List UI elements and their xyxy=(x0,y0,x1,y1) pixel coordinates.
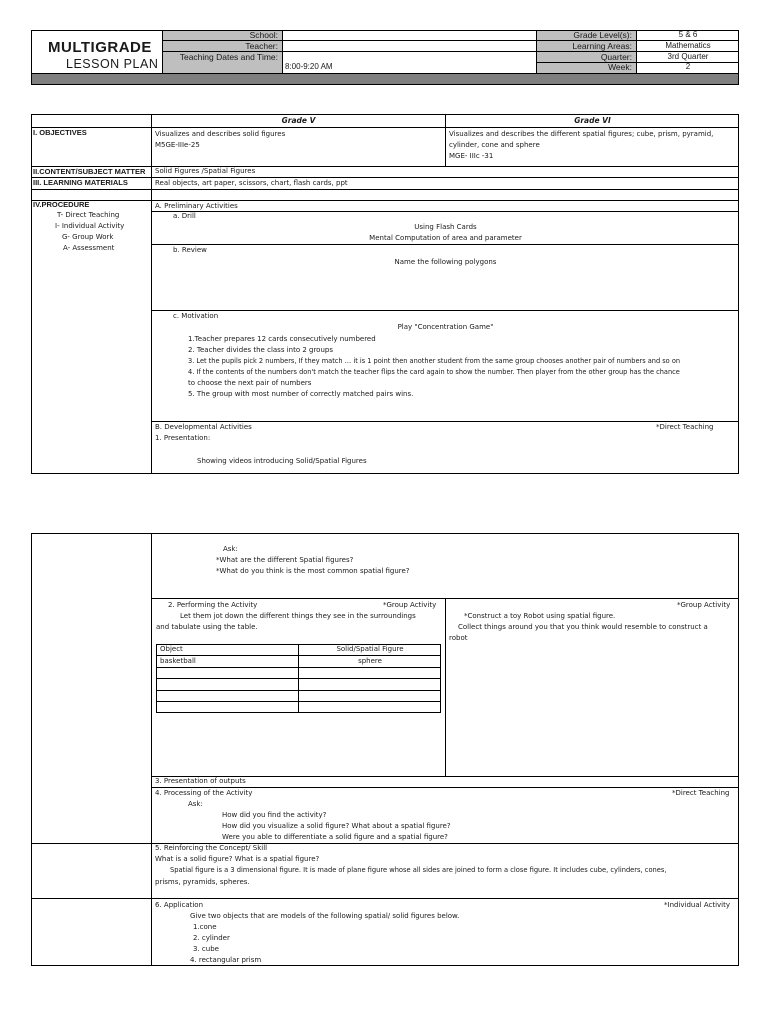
preliminary-activities: A. Preliminary Activities xyxy=(155,202,238,210)
review-line-1: Name the following polygons xyxy=(394,258,497,266)
robot-line-3: robot xyxy=(449,634,468,642)
table-row-figure: sphere xyxy=(358,657,382,665)
quarter-value: 3rd Quarter xyxy=(667,52,709,61)
motivation-step-4-cont: to choose the next pair of numbers xyxy=(188,379,312,387)
robot-line-2: Collect things around you that you think would resemble to construct a xyxy=(458,623,708,631)
materials-label: III. LEARNING MATERIALS xyxy=(33,178,128,187)
perform-line-2: and tabulate using the table. xyxy=(156,623,258,631)
title-lesson-plan: LESSON PLAN xyxy=(66,57,159,71)
table-row-object: basketball xyxy=(160,657,196,665)
dates-label: Teaching Dates and Time: xyxy=(179,52,278,62)
objective-vi-code: MGE- IIIc -31 xyxy=(449,152,494,160)
processing-question-2: How did you visualize a solid figure? What about a spatial figure? xyxy=(222,822,451,830)
developmental-activities: B. Developmental Activities xyxy=(155,423,252,431)
processing-tag: *Direct Teaching xyxy=(672,789,730,797)
performing-activity-heading: 2. Performing the Activity xyxy=(168,601,258,609)
tab-header-object: Object xyxy=(160,645,183,653)
materials-value: Real objects, art paper, scissors, chart, flash cards, ppt xyxy=(155,179,348,187)
procedure-label: IV.PROCEDURE xyxy=(33,200,90,209)
application-item-4: 4. rectangular prism xyxy=(190,956,262,964)
application-item-3: 3. cube xyxy=(193,945,219,953)
objective-vi-text-2: cylinder, cone and sphere xyxy=(449,141,540,149)
presentation-heading: 1. Presentation: xyxy=(155,434,211,442)
dates-value: 8:00-9:20 AM xyxy=(285,62,333,71)
legend-individual: I- Individual Activity xyxy=(55,222,125,230)
motivation-title: Play "Concentration Game" xyxy=(397,323,494,331)
school-label: School: xyxy=(249,30,278,40)
grade-vi-heading: Grade VI xyxy=(574,116,611,125)
group-activity-tag-vi: *Group Activity xyxy=(677,601,731,609)
ask-question-2: *What do you think is the most common spatial figure? xyxy=(216,567,410,575)
week-value: 2 xyxy=(685,62,691,71)
objectives-label: I. OBJECTIVES xyxy=(33,128,87,137)
processing-question-3: Were you able to differentiate a solid figure and a spatial figure? xyxy=(222,833,448,841)
individual-activity-tag: *Individual Activity xyxy=(664,901,730,909)
drill-line-2: Mental Computation of area and parameter xyxy=(369,234,522,242)
header-divider-bar xyxy=(31,74,739,85)
direct-teaching-tag: *Direct Teaching xyxy=(656,423,714,431)
title-multigrade: MULTIGRADE xyxy=(48,39,152,56)
processing-question-1: How did you find the activity? xyxy=(222,811,327,819)
processing-heading: 4. Processing of the Activity xyxy=(155,789,253,797)
content-label: II.CONTENT/SUBJECT MATTER xyxy=(33,167,146,176)
motivation-step-5: 5. The group with most number of correctly matched pairs wins. xyxy=(188,390,414,398)
legend-group: G- Group Work xyxy=(62,233,114,241)
reinforcing-heading: 5. Reinforcing the Concept/ Skill xyxy=(155,844,268,852)
presentation-outputs: 3. Presentation of outputs xyxy=(155,777,246,785)
ask-question-1: *What are the different Spatial figures? xyxy=(216,556,354,564)
motivation-step-3: 3. Let the pupils pick 2 numbers, If they match … it is 1 point then another student from the same group chooses another pair of numbers and so on xyxy=(188,357,681,365)
perform-line-1: Let them jot down the different things they see in the surroundings xyxy=(180,612,416,620)
motivation-step-2: 2. Teacher divides the class into 2 groups xyxy=(188,346,333,354)
content-value: Solid Figures /Spatial Figures xyxy=(155,167,256,175)
reinforce-answer-1: Spatial figure is a 3 dimensional figure. It is made of plane figure whose all sides are joined to form a close figure. It includes cube, cylinders, cones, xyxy=(170,866,667,874)
week-label: Week: xyxy=(608,62,632,72)
presentation-line: Showing videos introducing Solid/Spatial Figures xyxy=(197,457,367,465)
teacher-label: Teacher: xyxy=(245,41,278,51)
application-item-1: 1.cone xyxy=(193,923,217,931)
tab-header-figure: Solid/Spatial Figure xyxy=(336,645,404,653)
areas-value: Mathematics xyxy=(665,41,711,50)
motivation-step-4: 4. If the contents of the numbers don't match the teacher flips the card again to show the number. Then player from the other group has the chance xyxy=(188,368,680,376)
application-heading: 6. Application xyxy=(155,901,204,909)
processing-ask: Ask: xyxy=(188,800,203,808)
application-intro: Give two objects that are models of the following spatial/ solid figures below. xyxy=(190,912,460,920)
legend-direct-teaching: T- Direct Teaching xyxy=(57,211,120,219)
motivation-step-1: 1.Teacher prepares 12 cards consecutively numbered xyxy=(188,335,376,343)
quarter-label: Quarter: xyxy=(600,52,632,62)
areas-label: Learning Areas: xyxy=(572,41,632,51)
objective-v-text: Visualizes and describes solid figures xyxy=(155,130,286,138)
application-item-2: 2. cylinder xyxy=(193,934,230,942)
reinforce-answer-2: prisms, pyramids, spheres. xyxy=(155,878,250,886)
legend-assessment: A- Assessment xyxy=(63,244,115,252)
drill-heading: a. Drill xyxy=(173,212,196,220)
objective-vi-text: Visualizes and describes the different spatial figures; cube, prism, pyramid, xyxy=(449,130,714,138)
review-heading: b. Review xyxy=(173,246,207,254)
grade-value: 5 & 6 xyxy=(678,30,698,39)
grade-v-heading: Grade V xyxy=(281,116,316,125)
ask-label: Ask: xyxy=(223,545,238,553)
objective-v-code: M5GE-IIIe-25 xyxy=(155,141,200,149)
grade-label: Grade Level(s): xyxy=(573,30,632,40)
group-activity-tag-v: *Group Activity xyxy=(383,601,437,609)
reinforce-question: What is a solid figure? What is a spatial figure? xyxy=(155,855,320,863)
motivation-heading: c. Motivation xyxy=(173,312,219,320)
drill-line-1: Using Flash Cards xyxy=(414,223,477,231)
robot-line-1: *Construct a toy Robot using spatial figure. xyxy=(464,612,616,620)
